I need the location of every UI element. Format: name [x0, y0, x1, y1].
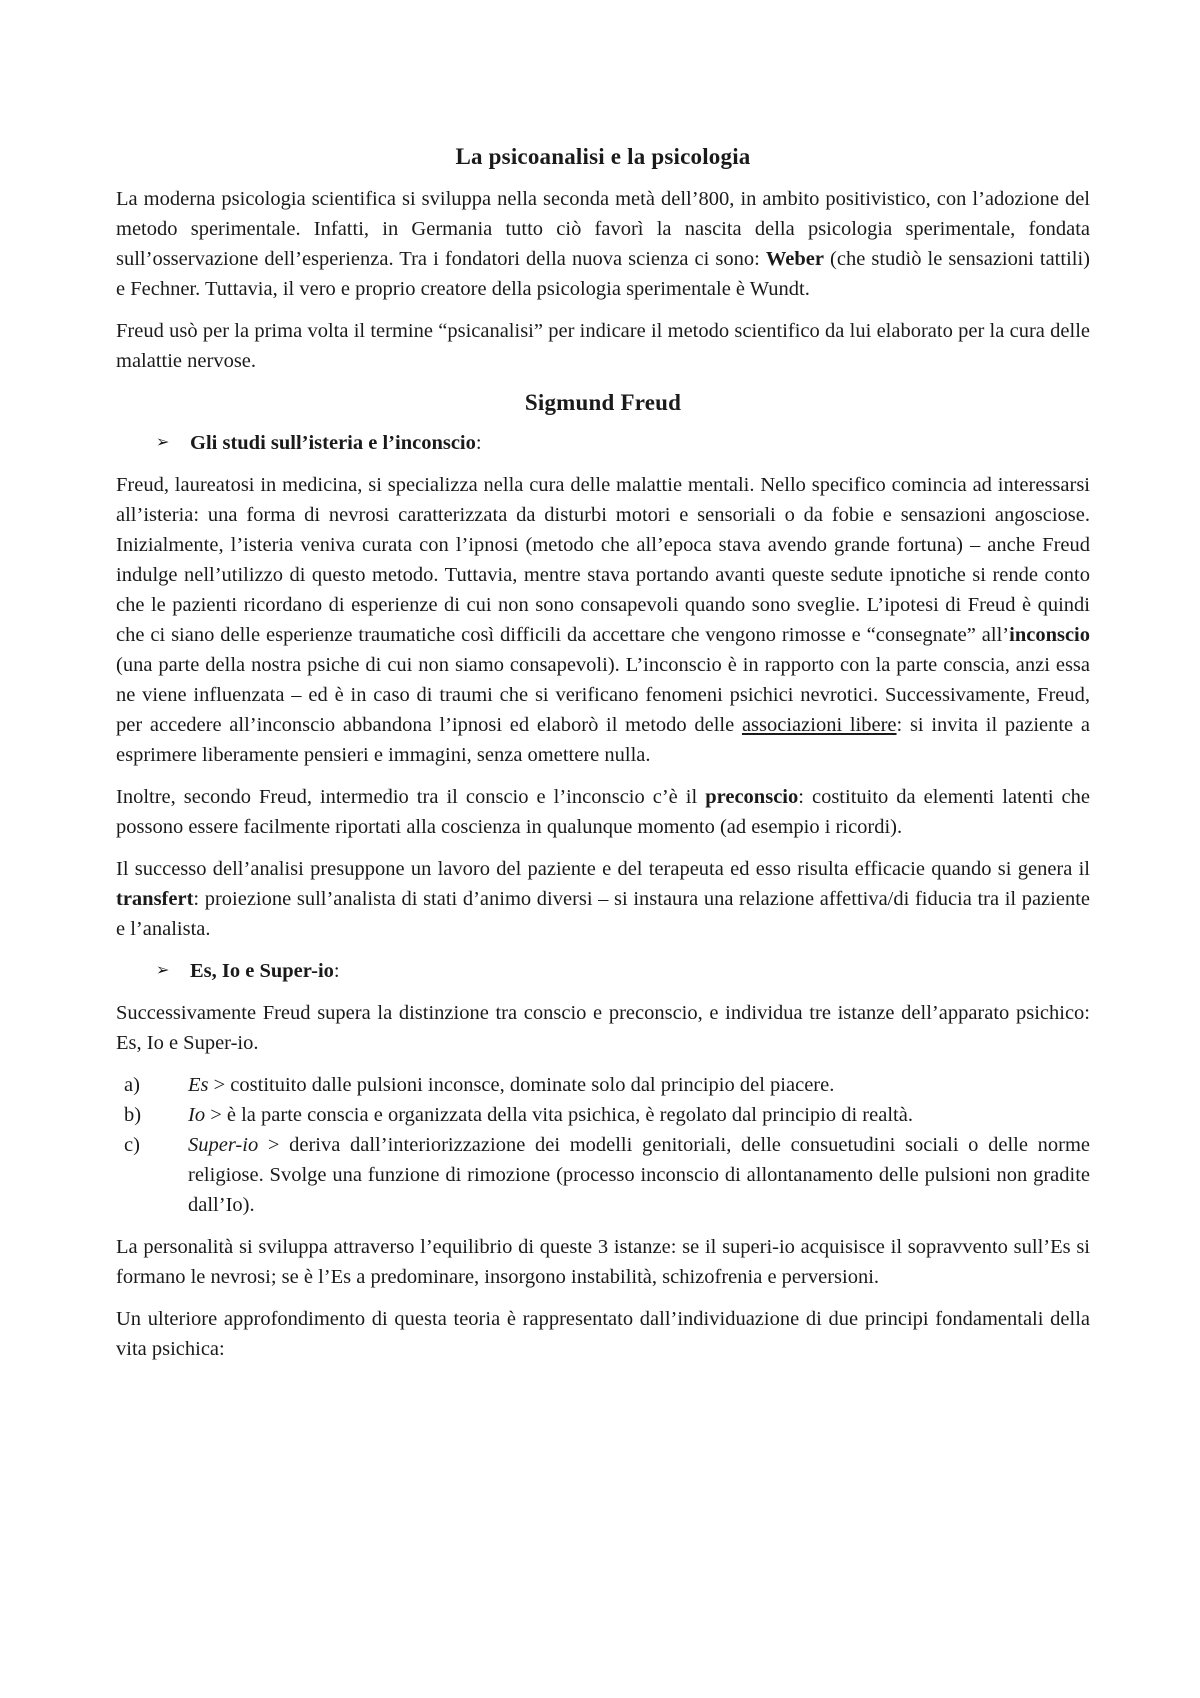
subheading-istanze	[156, 956, 1090, 986]
list-item-text: > costituito dalle pulsioni inconsce, dominate solo dal principio del piacere.	[208, 1074, 835, 1096]
isteria-p2-bold: preconscio	[705, 786, 799, 808]
isteria-paragraph-1	[116, 470, 1090, 770]
isteria-paragraph-2	[116, 782, 1090, 842]
isteria-p2-text-b: : costituito da elementi latenti che possono essere facilmente riportati alla coscienza in qualunque momento (ad esempio i ricordi).	[116, 786, 1090, 838]
list-item-text: > è la parte conscia e organizzata della vita psichica, è regolato dal principio di realtà.	[205, 1104, 913, 1126]
subheading-istanze-colon: :	[333, 960, 340, 982]
subheading-isteria	[156, 428, 1090, 458]
list-item-term: Es	[188, 1074, 209, 1096]
list-item-body	[188, 1130, 1090, 1220]
istanze-list	[116, 1070, 1090, 1220]
list-item	[116, 1070, 1090, 1100]
arrow-bullet-icon: ➢	[156, 962, 170, 979]
document-title: La psicoanalisi e la psicologia	[455, 144, 751, 169]
istanze-paragraph-2: La personalità si sviluppa attraverso l’equilibrio di queste 3 istanze: se il superi-io acquisisce il sopravvento sull’Es si formano le nevrosi; se è l’Es a predominare, insorgono instabilità, schizofrenia e perversioni.	[116, 1236, 1090, 1288]
isteria-p3-bold: transfert	[116, 888, 194, 910]
intro-paragraph-1	[116, 184, 1090, 304]
isteria-p3-text-a: Il successo dell’analisi presuppone un lavoro del paziente e del terapeuta ed esso risulta efficacie quando si genera il	[116, 858, 1090, 880]
isteria-p1-text-a: Freud, laureatosi in medicina, si specializza nella cura delle malattie mentali. Nello specifico comincia ad interessarsi all’isteria: una forma di nevrosi caratterizzata da disturbi motori e sensoriali o da fobie e sensazioni angosciose. Inizialmente, l’isteria veniva curata con l’ipnosi (metodo che all’epoca stava avendo grande fortuna) – anche Freud indulge nell’utilizzo di questo metodo. Tuttavia, mentre stava portando avanti queste sedute ipnotiche si rende conto che le pazienti ricordano di esperienze di cui non sono consapevoli quando sono sveglie. L’ipotesi di Freud è quindi che ci siano delle esperienze traumatiche così difficili da accettare che vengono rimosse e “consegnate” all’	[116, 474, 1090, 646]
list-item-term: Super-io	[188, 1134, 259, 1156]
list-item	[116, 1130, 1090, 1220]
section-title: Sigmund Freud	[524, 390, 682, 415]
isteria-p2-text-a: Inoltre, secondo Freud, intermedio tra il conscio e l’inconscio c’è il	[116, 786, 706, 808]
subheading-istanze-label: Es, Io e Super-io	[190, 960, 334, 982]
isteria-p3-text-b: : proiezione sull’analista di stati d’animo diversi – si instaura una relazione affettiva/di fiducia tra il paziente e l’analista.	[116, 888, 1090, 940]
isteria-p1-bold: inconscio	[1009, 624, 1090, 646]
arrow-bullet-icon: ➢	[156, 434, 170, 451]
list-item-body	[188, 1100, 1090, 1130]
intro-p1-text-a: La moderna psicologia scientifica si sviluppa nella seconda metà dell’800, in ambito positivistico, con l’adozione del metodo sperimentale. Infatti, in Germania tutto ciò favorì la nascita della psicologia sperimentale, fondata sull’osservazione dell’esperienza. Tra i fondatori della nuova scienza ci sono:	[116, 188, 1090, 270]
intro-paragraph-2: Freud usò per la prima volta il termine “psicanalisi” per indicare il metodo scientifico da lui elaborato per la cura delle malattie nervose.	[116, 320, 1090, 372]
list-marker: b)	[124, 1104, 142, 1126]
list-item-text: > deriva dall’interiorizzazione dei modelli genitoriali, delle consuetudini sociali o delle norme religiose. Svolge una funzione di rimozione (processo inconscio di allontanamento delle pulsioni non gradite dall’Io).	[188, 1134, 1090, 1216]
list-marker: a)	[124, 1074, 140, 1096]
subheading-isteria-label: Gli studi sull’isteria e l’inconscio	[190, 432, 476, 454]
istanze-paragraph-1: Successivamente Freud supera la distinzione tra conscio e preconscio, e individua tre istanze dell’apparato psichico: Es, Io e Super-io.	[116, 1002, 1090, 1054]
isteria-paragraph-3	[116, 854, 1090, 944]
list-item-body	[188, 1070, 1090, 1100]
intro-p1-bold: Weber	[765, 248, 824, 270]
intro-p1-text-b: (che studiò le sensazioni tattili) e Fechner. Tuttavia, il vero e proprio creatore della psicologia sperimentale è Wundt.	[116, 248, 1090, 300]
istanze-paragraph-3: Un ulteriore approfondimento di questa teoria è rappresentato dall’individuazione di due principi fondamentali della vita psichica:	[116, 1308, 1090, 1360]
isteria-p1-text-b: (una parte della nostra psiche di cui non siamo consapevoli). L’inconscio è in rapporto con la parte conscia, anzi essa ne viene influenzata – ed è in caso di traumi che si verificano fenomeni psichici nevrotici. Successivamente, Freud, per accedere all’inconscio abbandona l’ipnosi ed elaborò il metodo delle	[116, 654, 1090, 736]
isteria-p1-text-c: : si invita il paziente a esprimere liberamente pensieri e immagini, senza omettere nulla.	[116, 714, 1090, 766]
list-marker: c)	[124, 1134, 140, 1156]
isteria-p1-underline: associazioni libere	[741, 714, 897, 736]
subheading-isteria-colon: :	[475, 432, 482, 454]
list-item-term: Io	[188, 1104, 206, 1126]
list-item	[116, 1100, 1090, 1130]
